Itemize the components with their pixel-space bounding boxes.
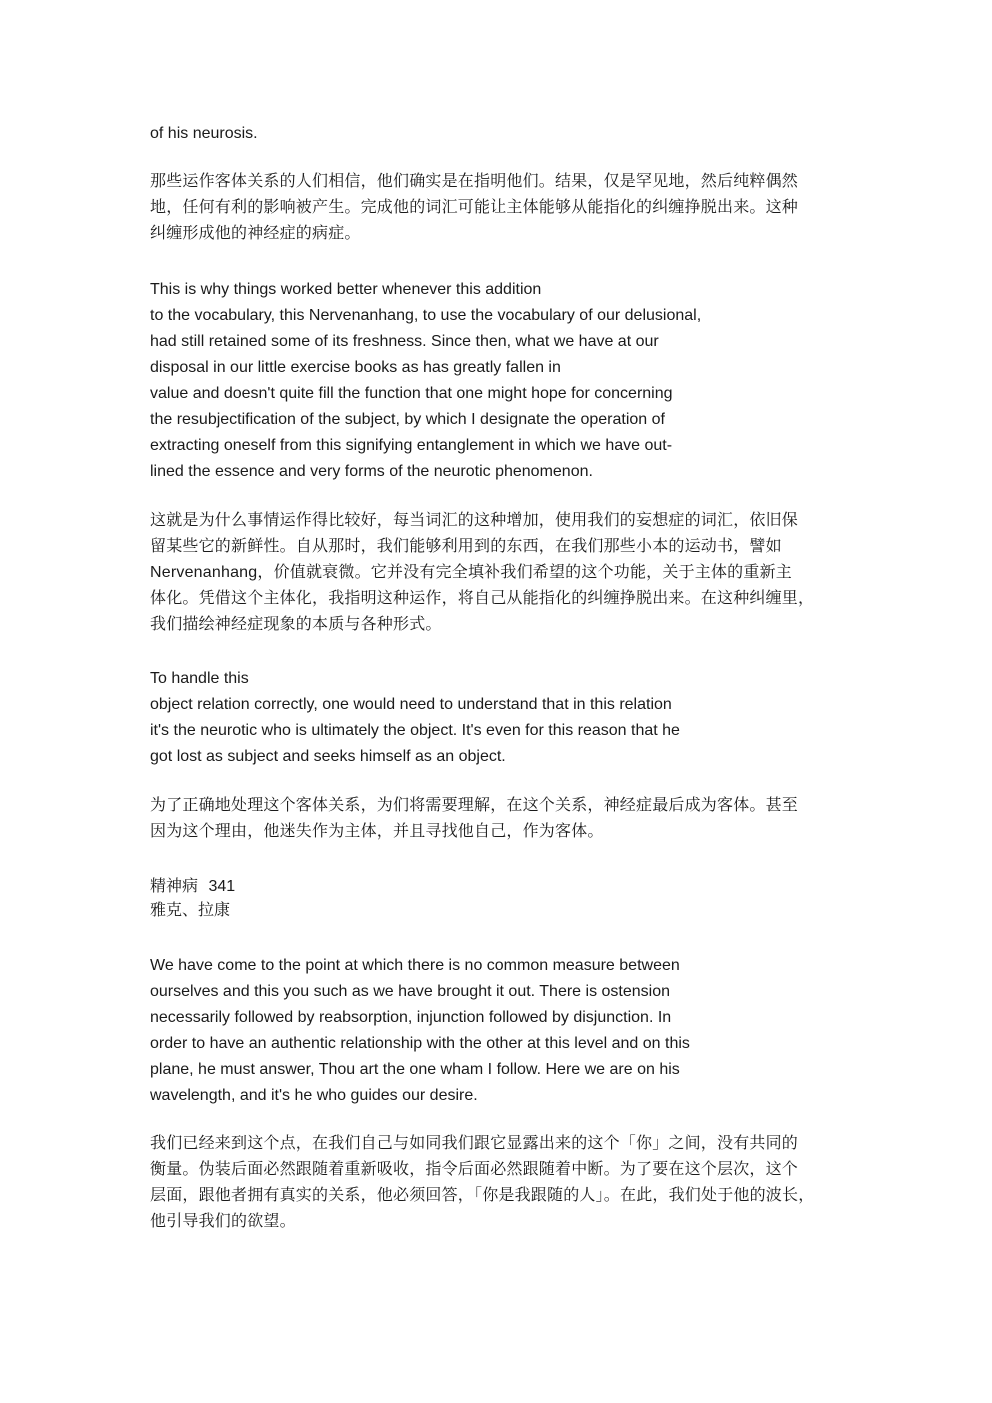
text-line: 他引导我们的欲望。 [150,1213,296,1230]
header-title-line [150,875,235,899]
text-line: object relation correctly, one would need to understand that in this relation [150,696,672,713]
text-line: extracting oneself from this signifying entanglement in which we have out- [150,437,673,454]
book-title: 精神病 [150,878,199,895]
text-line: got lost as subject and seeks himself as an object. [150,748,506,765]
text-line: disposal in our little exercise books as has greatly fallen in [150,359,561,376]
text-line: This is why things worked better whenever this addition [150,281,542,298]
text-line: value and doesn't quite fill the function that one might hope for concerning [150,385,673,402]
text-line: 那些运作客体关系的人们相信，他们确实是在指明他们。结果，仅是罕见地，然后纯粹偶然 [150,173,799,190]
paragraph-2-english [150,277,790,485]
text-line: 层面，跟他者拥有真实的关系，他必须回答，「你是我跟随的人」。在此，我们处于他的波长， [150,1187,815,1204]
running-header [150,875,235,923]
paragraph-3-english [150,666,790,770]
text-line: the resubjectification of the subject, by which I designate the operation of [150,411,665,428]
text-line: it's the neurotic who is ultimately the object. It's even for this reason that he [150,722,680,739]
paragraph-2-chinese [150,508,842,638]
text-line: 体化。凭借这个主体化，我指明这种运作，将自己从能指化的纠缠挣脱出来。在这种纠缠里， [150,590,815,607]
text-line: of his neurosis. [150,125,258,142]
paragraph-1-english [150,121,790,147]
text-line: order to have an authentic relationship with the other at this level and on this [150,1035,690,1052]
text-line: To handle this [150,670,249,687]
text-line: 地，任何有利的影响被产生。完成他的词汇可能让主体能够从能指化的纠缠挣脱出来。这种 [150,199,799,216]
text-line: lined the essence and very forms of the neurotic phenomenon. [150,463,593,480]
text-line: Nervenanhang，价值就衰微。它并没有完全填补我们希望的这个功能，关于主体的重新主 [150,564,792,581]
text-line: ourselves and this you such as we have brought it out. There is ostension [150,983,671,1000]
text-line: to the vocabulary, this Nervenanhang, to use the vocabulary of our delusional, [150,307,702,324]
paragraph-1-chinese [150,169,842,247]
text-line: 衡量。伪装后面必然跟随着重新吸收，指令后面必然跟随着中断。为了要在这个层次，这个 [150,1161,799,1178]
text-line: We have come to the point at which there is no common measure between [150,957,680,974]
paragraph-4-chinese [150,1131,842,1235]
page-number: 341 [208,878,236,895]
text-line: had still retained some of its freshness. Since then, what we have at our [150,333,659,350]
text-line: 纠缠形成他的神经症的病症。 [150,225,361,242]
text-line: 这就是为什么事情运作得比较好，每当词汇的这种增加，使用我们的妄想症的词汇，依旧保 [150,512,799,529]
text-line: necessarily followed by reabsorption, injunction followed by disjunction. In [150,1009,672,1026]
text-line: wavelength, and it's he who guides our desire. [150,1087,478,1104]
text-line: 留某些它的新鲜性。自从那时，我们能够利用到的东西，在我们那些小本的运动书，譬如 [150,538,782,555]
paragraph-3-chinese [150,793,842,845]
author-name: 雅克、拉康 [150,902,231,919]
text-line: plane, he must answer, Thou art the one wham I follow. Here we are on his [150,1061,680,1078]
text-line: 因为这个理由，他迷失作为主体，并且寻找他自己，作为客体。 [150,823,604,840]
text-line: 我们描绘神经症现象的本质与各种形式。 [150,616,442,633]
paragraph-4-english [150,953,790,1109]
text-line: 为了正确地处理这个客体关系，为们将需要理解，在这个关系，神经症最后成为客体。甚至 [150,797,799,814]
text-line: 我们已经来到这个点，在我们自己与如同我们跟它显露出来的这个「你」之间，没有共同的 [150,1135,799,1152]
